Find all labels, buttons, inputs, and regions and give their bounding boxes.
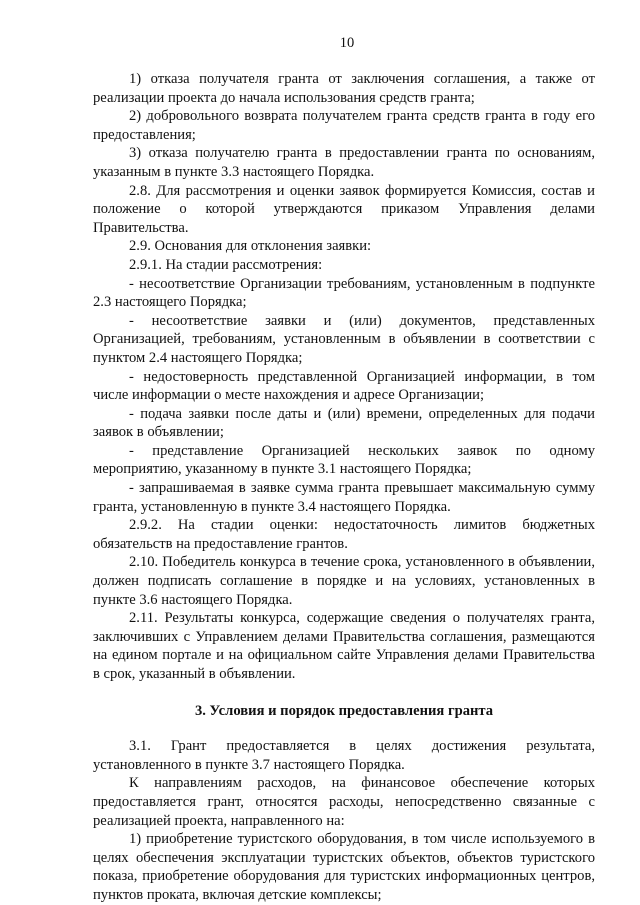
paragraph: 2.9. Основания для отклонения заявки: — [129, 238, 372, 255]
paragraph: - подача заявки после даты и (или) времени, определенных для подачи заявок в объявлении; — [93, 405, 595, 441]
paragraph: 3.1. Грант предоставляется в целях достижения результата, установленного в пункте 3.7 настоящего Порядка. — [93, 738, 595, 773]
paragraph: - представление Организацией нескольких заявок по одному мероприятию, указанному в пункте 3.1 настоящего Порядка; — [93, 442, 595, 478]
paragraphs-bottom — [93, 737, 595, 904]
page-number: 10 — [339, 35, 355, 51]
paragraph: 2.8. Для рассмотрения и оценки заявок формируется Комиссия, состав и положение о которой утверждаются приказом Управления делами Правительства. — [93, 182, 595, 236]
paragraph: 2.11. Результаты конкурса, содержащие сведения о получателях гранта, заключивших с Управлением делами Правительства соглашения, размещаются на едином портале и на официальном сайте Управления делами Правительства в срок, указанный в объявлении. — [93, 610, 595, 682]
paragraph: - несоответствие Организации требованиям, установленным в подпункте 2.3 настоящего Порядка; — [93, 275, 595, 311]
paragraph: - недостоверность представленной Организацией информации, в том числе информации о месте нахождения и адресе Организации; — [93, 368, 595, 404]
paragraph: 1) приобретение туристского оборудования, в том числе используемого в целях обеспечения эксплуатации туристских объектов, объектов туристского показа, приобретение оборудования для туристских информационных центров, пунктов проката, включая детские комплексы; — [93, 831, 595, 903]
paragraph: 3) отказа получателю гранта в предоставлении гранта по основаниям, указанным в пункте 3.3 настоящего Порядка. — [93, 145, 595, 180]
paragraph: 2.9.2. На стадии оценки: недостаточность лимитов бюджетных обязательств на предоставление грантов. — [93, 517, 595, 552]
paragraphs-top — [93, 70, 595, 684]
paragraph: - запрашиваемая в заявке сумма гранта превышает максимальную сумму гранта, установленную в пункте 3.4 настоящего Порядка. — [93, 480, 595, 515]
paragraph: 2.9.1. На стадии рассмотрения: — [129, 256, 323, 273]
section-heading: 3. Условия и порядок предоставления гранта — [194, 702, 494, 719]
paragraph: 2) добровольного возврата получателем гранта средств гранта в году его предоставления; — [93, 108, 595, 143]
paragraph: - несоответствие заявки и (или) документов, представленных Организацией, требованиям, установленным в объявлении в соответствии с пунктом 2.4 настоящего Порядка; — [93, 312, 595, 366]
paragraph: 1) отказа получателя гранта от заключения соглашения, а также от реализации проекта до начала использования средств гранта; — [93, 71, 595, 106]
document-page — [93, 34, 595, 905]
paragraph: 2.10. Победитель конкурса в течение срока, установленного в объявлении, должен подписать соглашение в порядке и на условиях, установленных в пункте 3.6 настоящего Порядка. — [93, 554, 595, 608]
paragraph: К направлениям расходов, на финансовое обеспечение которых предоставляется грант, относятся расходы, непосредственно связанные с реализацией проекта, направленного на: — [93, 775, 595, 829]
